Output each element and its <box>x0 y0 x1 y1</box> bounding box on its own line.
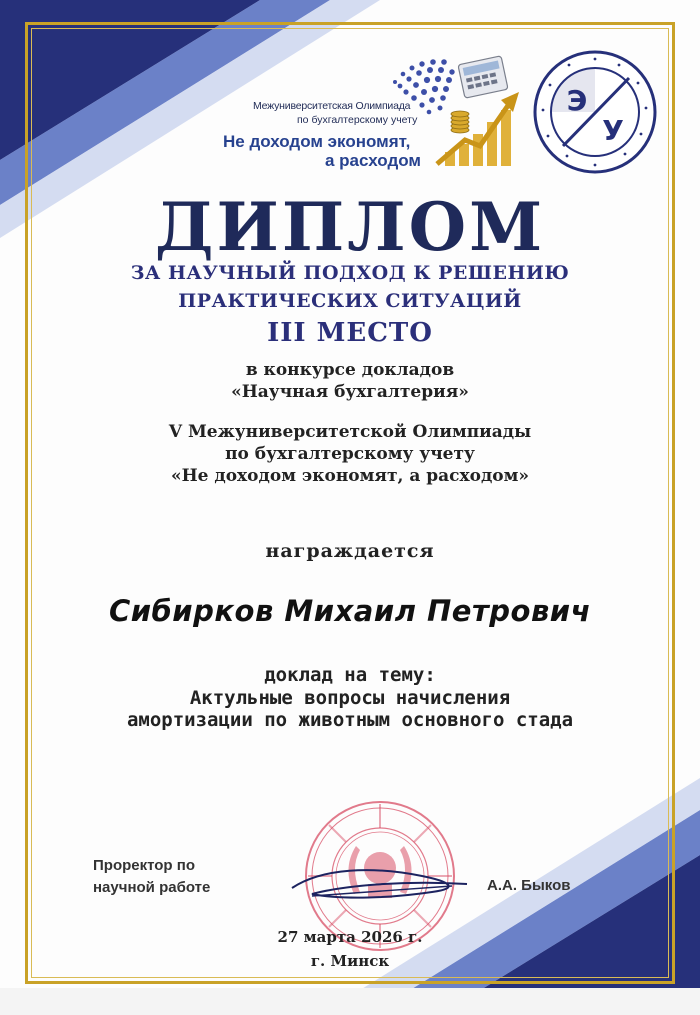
olympiad-logo <box>205 52 525 172</box>
diploma-title: ДИПЛОМ <box>154 188 546 266</box>
report-topic-line1: Актульные вопросы начисления <box>189 687 511 709</box>
bottom-strip <box>0 988 700 1015</box>
svg-text:Э: Э <box>566 84 588 117</box>
recipient-name: Сибирков Михаил Петрович <box>108 594 592 628</box>
logo-subject-text: по бухгалтерскому учету <box>297 114 418 126</box>
logo-slogan-line2: а расходом <box>325 151 421 170</box>
olympiad-line2: по бухгалтерскому учету <box>225 444 475 464</box>
issue-city: г. Минск <box>310 952 390 970</box>
olympiad-line3: «Не доходом экономят, а расходом» <box>170 466 530 486</box>
contest-line1: в конкурсе докладов <box>245 360 455 380</box>
logo-slogan-line1: Не доходом экономят, <box>223 132 411 151</box>
signatory-title-line2: научной работе <box>93 879 211 896</box>
signatory-title <box>93 855 210 899</box>
report-intro: доклад на тему: <box>264 664 436 686</box>
signatory-name: А.А. Быков <box>487 877 571 894</box>
subtitle-line1: ЗА НАУЧНЫЙ ПОДХОД К РЕШЕНИЮ <box>130 262 570 284</box>
handwritten-signature <box>282 858 472 906</box>
issue-date: 27 марта 2026 г. <box>277 928 423 946</box>
svg-text:У: У <box>602 114 624 147</box>
olympiad-line1: V Межуниверситетской Олимпиады <box>168 422 532 442</box>
awarded-label: награждается <box>265 540 435 562</box>
contest-line2: «Научная бухгалтерия» <box>231 382 469 402</box>
logo-olympiad-text: Межуниверситетская Олимпиада <box>253 100 411 112</box>
report-topic-line2: амортизации по животным основного стада <box>126 709 574 731</box>
subtitle-line2: ПРАКТИЧЕСКИХ СИТУАЦИЙ <box>178 290 522 312</box>
place-label: III МЕСТО <box>267 318 433 348</box>
university-emblem-icon <box>533 50 657 174</box>
signatory-title-line1: Проректор по <box>93 857 195 874</box>
